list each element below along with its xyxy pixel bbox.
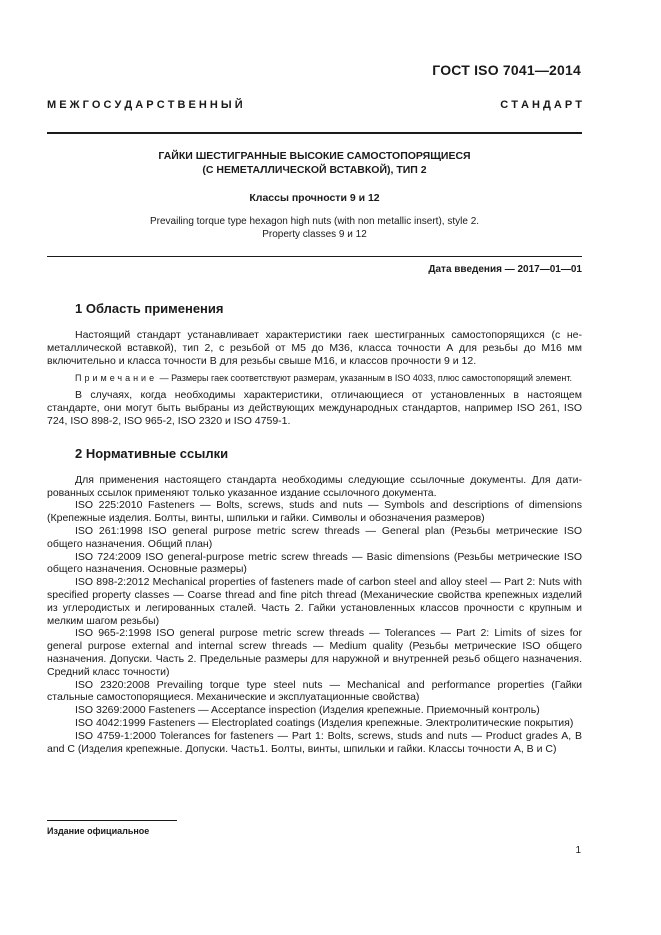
reference-item: ISO 225:2010 Fasteners — Bolts, screws, studs and nuts — Symbols and descriptions of dimensions (Крепежные изделия. Болты, винты, шпильки и гайки. Символы и обозначения размеров)	[47, 499, 582, 525]
note-text: — Размеры гаек соответствуют размерам, указанным в ISO 4033, плюс самостопорящий элемент.	[157, 373, 573, 384]
title-ru-line2: (С НЕМЕТАЛЛИЧЕСКОЙ ВСТАВКОЙ), ТИП 2	[202, 164, 427, 176]
title-en-line1: Prevailing torque type hexagon high nuts (with non metallic insert), style 2.	[149, 216, 480, 227]
reference-item: ISO 965-2:1998 ISO general purpose metric screw threads — Tolerances — Part 2: Limits of sizes for general purpose external and internal screw threads — Medium quality (Резьбы метрические ISO общего назначения. Допуски. Часть 2. Предельные размеры для наружной и внутренней резьб общего назначения. Средний класс точности)	[47, 627, 582, 678]
section2-intro: Для применения настоящего стандарта необходимы следующие ссылочные документы. Для датированных ссылок применяют только указанное издание ссылочного документа.	[47, 473, 582, 499]
reference-item: ISO 4759-1:2000 Tolerances for fasteners — Part 1: Bolts, screws, studs and nuts — Product grades A, B and C (Изделия крепежные. Допуски. Часть1. Болты, винты, шпильки и гайки. Классы точности А, В и С)	[47, 729, 582, 755]
title-block	[47, 149, 582, 241]
header-rule	[47, 132, 582, 134]
reference-item: ISO 3269:2000 Fasteners — Acceptance inspection (Изделия крепежные. Приемочный контроль)	[75, 704, 540, 717]
official-edition-label: Издание официальное	[47, 826, 150, 836]
note-label: Примечание	[75, 373, 158, 384]
section1-note	[47, 372, 582, 384]
title-en-line2: Property classes 9 и 12	[262, 229, 367, 240]
title-property-classes: Классы прочности 9 и 12	[249, 192, 380, 204]
interstate-word: М Е Ж Г О С У Д А Р С Т В Е Н Н Ы Й	[47, 99, 243, 111]
reference-item: ISO 261:1998 ISO general purpose metric screw threads — General plan (Резьбы метрические ISO общего назначения. Общий план)	[47, 524, 582, 550]
reference-item: ISO 4042:1999 Fasteners — Electroplated coatings (Изделия крепежные. Электролитические покрытия)	[75, 716, 574, 729]
interstate-standard-banner	[47, 99, 582, 111]
footer-rule	[47, 820, 177, 821]
page-number: 1	[575, 845, 581, 856]
section1-paragraph2: В случаях, когда необходимы характеристики, отличающиеся от установленных в настоящем стандарте, они могут быть выбраны из действующих международных стандартов, например ISO 261, ISO 724, ISO 898-2, ISO 965-2, ISO 2320 и ISO 4759-1.	[47, 389, 582, 427]
document-body	[47, 300, 582, 755]
standard-designation: ГОСТ ISO 7041—2014	[432, 62, 581, 78]
section2-heading: 2 Нормативные ссылки	[75, 445, 229, 461]
reference-item: ISO 724:2009 ISO general-purpose metric screw threads — Basic dimensions (Резьбы метрические ISO общего назначения. Основные размеры)	[47, 550, 582, 576]
standard-word: С Т А Н Д А Р Т	[500, 99, 582, 111]
section1-paragraph1: Настоящий стандарт устанавливает характеристики гаек шестигранных самостопорящихся (с неметаллической вставкой), тип 2, с резьбой от М5 до М36, класса точности А для резьбы до М16 мм включительно и класса точности В для резьбы свыше М16, и классов прочности 9 и 12.	[47, 329, 582, 367]
introduction-date: Дата введения — 2017—01—01	[428, 264, 582, 275]
section1-heading: 1 Область применения	[75, 301, 224, 316]
title-rule	[47, 256, 582, 257]
title-ru-line1: ГАЙКИ ШЕСТИГРАННЫЕ ВЫСОКИЕ САМОСТОПОРЯЩИЕСЯ	[158, 150, 471, 162]
reference-item: ISO 898-2:2012 Mechanical properties of fasteners made of carbon steel and alloy steel — Part 2: Nuts with specified property classes — Coarse thread and fine pitch thread (Механические свойства крепежных изделий из углеродистых и легированных сталей. Часть 2. Гайки установленных классов прочности с крупным и мелким шагом резьбы)	[47, 576, 582, 627]
reference-item: ISO 2320:2008 Prevailing torque type steel nuts — Mechanical and performance properties (Гайки стальные самостопорящиеся. Механические и эксплуатационные свойства)	[47, 678, 582, 704]
